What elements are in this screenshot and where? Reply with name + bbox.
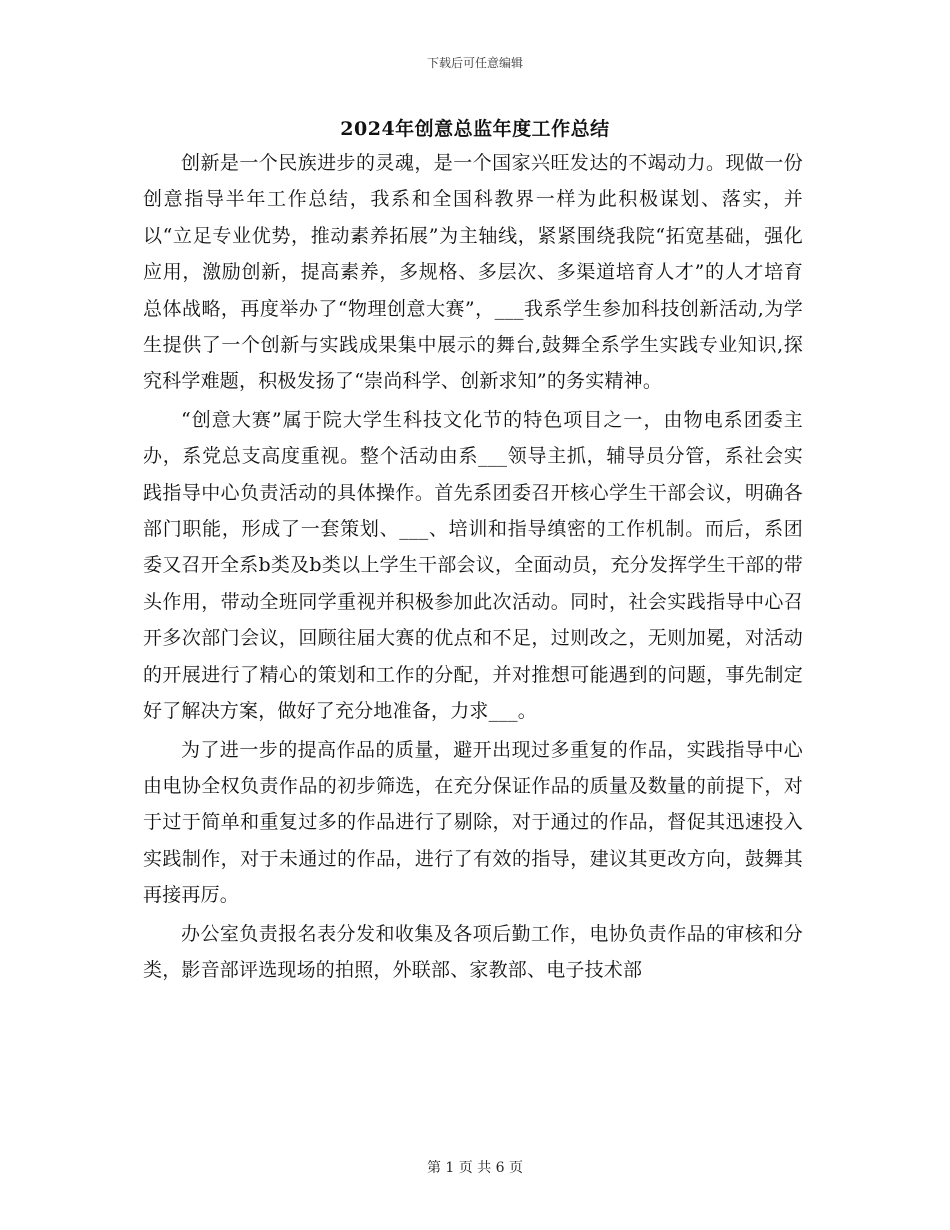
page-number-footer: 第 1 页 共 6 页 bbox=[426, 1160, 524, 1176]
header-note: 下载后可任意编辑 bbox=[426, 56, 523, 70]
paragraph-1: 创新是一个民族进步的灵魂，是一个国家兴旺发达的不竭动力。现做一份创意指导半年工作总结，我系和全国科教界一样为此积极谋划、落实，并以“立足专业优势，推动素养拓展”为主轴线，紧紧围绕我院“拓宽基础，强化应用，激励创新，提高素养，多规格、多层次、多渠道培育人才”的人才培育总体战略，再度举办了“物理创意大赛”，___我系学生参加科技创新活动,为学生提供了一个创新与实践成果集中展示的舞台,鼓舞全系学生实践专业知识,探究科学难题，积极发扬了“崇尚科学、创新求知”的务实精神。 bbox=[143, 152, 803, 393]
document-body bbox=[143, 145, 803, 990]
paragraph-3: 为了进一步的提高作品的质量，避开出现过多重复的作品，实践指导中心由电协全权负责作品的初步筛选，在充分保证作品的质量及数量的前提下，对于过于简单和重复过多的作品进行了剔除，对于通过的作品，督促其迅速投入实践制作，对于未通过的作品，进行了有效的指导，建议其更改方向，鼓舞其再接再厉。 bbox=[143, 738, 803, 907]
paragraph-4: 办公室负责报名表分发和收集及各项后勤工作，电协负责作品的审核和分类，影音部评选现场的拍照，外联部、家教部、电子技术部 bbox=[143, 922, 803, 981]
paragraph-2: “创意大赛”属于院大学生科技文化节的特色项目之一，由物电系团委主办，系党总支高度重视。整个活动由系___领导主抓，辅导员分管，系社会实践指导中心负责活动的具体操作。首先系团委召开核心学生干部会议，明确各部门职能，形成了一套策划、___、培训和指导缜密的工作机制。而后，系团委又召开全系b类及b类以上学生干部会议，全面动员，充分发挥学生干部的带头作用，带动全班同学重视并积极参加此次活动。同时，社会实践指导中心召开多次部门会议，回顾往届大赛的优点和不足，过则改之，无则加冕，对活动的开展进行了精心的策划和工作的分配，并对推想可能遇到的问题，事先制定好了解决方案，做好了充分地准备，力求___。 bbox=[143, 408, 803, 723]
document-title: 2024年创意总监年度工作总结 bbox=[340, 118, 610, 140]
